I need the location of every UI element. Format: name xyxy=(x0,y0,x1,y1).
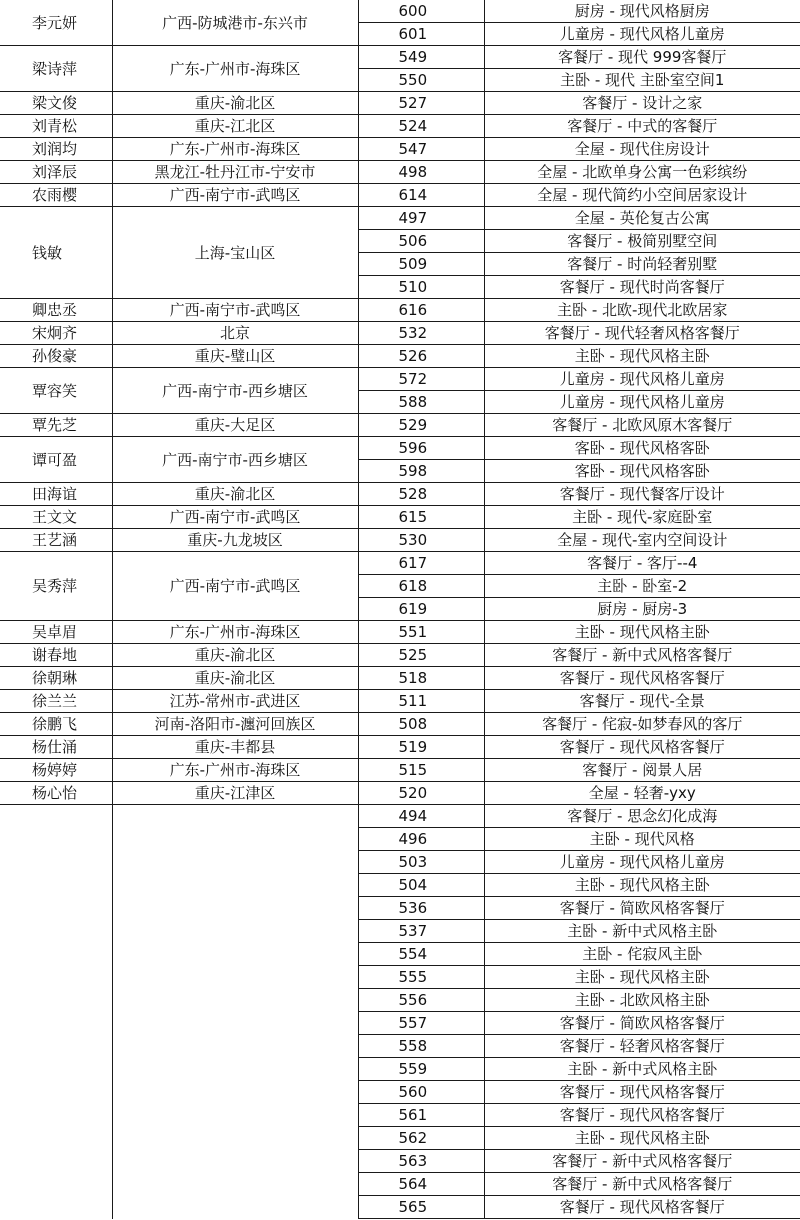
name-cell: 李元妍 xyxy=(0,0,112,46)
room-cell: 客餐厅 - 轻奢风格客餐厅 xyxy=(484,1035,800,1058)
name-cell-empty xyxy=(0,805,112,1219)
region-cell: 广西-南宁市-武鸣区 xyxy=(112,184,358,207)
room-cell: 客餐厅 - 现代轻奢风格客餐厅 xyxy=(484,322,800,345)
name-cell: 刘润均 xyxy=(0,138,112,161)
table-row xyxy=(0,115,800,138)
room-cell: 儿童房 - 现代风格儿童房 xyxy=(484,391,800,414)
name-cell: 徐兰兰 xyxy=(0,690,112,713)
region-cell: 广东-广州市-海珠区 xyxy=(112,759,358,782)
room-cell: 客餐厅 - 现代-全景 xyxy=(484,690,800,713)
table-row xyxy=(0,161,800,184)
room-cell: 主卧 - 现代风格主卧 xyxy=(484,345,800,368)
room-cell: 客餐厅 - 北欧风原木客餐厅 xyxy=(484,414,800,437)
room-cell: 全屋 - 英伦复古公寓 xyxy=(484,207,800,230)
id-cell: 515 xyxy=(358,759,484,782)
room-cell: 客餐厅 - 现代风格客餐厅 xyxy=(484,1196,800,1219)
id-cell: 510 xyxy=(358,276,484,299)
region-cell: 重庆-渝北区 xyxy=(112,667,358,690)
id-cell: 618 xyxy=(358,575,484,598)
room-cell: 客餐厅 - 客厅--4 xyxy=(484,552,800,575)
id-cell: 537 xyxy=(358,920,484,943)
table-row xyxy=(0,483,800,506)
id-cell: 559 xyxy=(358,1058,484,1081)
region-cell: 重庆-渝北区 xyxy=(112,644,358,667)
table-row xyxy=(0,299,800,322)
name-cell: 徐朝琳 xyxy=(0,667,112,690)
id-cell: 527 xyxy=(358,92,484,115)
room-cell: 客餐厅 - 思念幻化成海 xyxy=(484,805,800,828)
id-cell: 509 xyxy=(358,253,484,276)
room-cell: 客餐厅 - 中式的客餐厅 xyxy=(484,115,800,138)
table-row xyxy=(0,690,800,713)
region-cell: 重庆-璧山区 xyxy=(112,345,358,368)
table-row xyxy=(0,529,800,552)
id-cell: 601 xyxy=(358,23,484,46)
name-cell: 杨心怡 xyxy=(0,782,112,805)
name-cell: 覃容笑 xyxy=(0,368,112,414)
region-cell: 重庆-九龙坡区 xyxy=(112,529,358,552)
id-cell: 529 xyxy=(358,414,484,437)
id-cell: 556 xyxy=(358,989,484,1012)
id-cell: 563 xyxy=(358,1150,484,1173)
id-cell: 520 xyxy=(358,782,484,805)
name-cell: 谭可盈 xyxy=(0,437,112,483)
room-cell: 主卧 - 现代风格主卧 xyxy=(484,874,800,897)
name-cell: 钱敏 xyxy=(0,207,112,299)
room-cell: 客餐厅 - 极简别墅空间 xyxy=(484,230,800,253)
region-cell: 重庆-渝北区 xyxy=(112,483,358,506)
table-row xyxy=(0,759,800,782)
id-cell: 588 xyxy=(358,391,484,414)
id-cell: 524 xyxy=(358,115,484,138)
name-cell: 吴秀萍 xyxy=(0,552,112,621)
name-cell: 徐鹏飞 xyxy=(0,713,112,736)
region-cell: 广西-防城港市-东兴市 xyxy=(112,0,358,46)
region-cell: 广西-南宁市-武鸣区 xyxy=(112,506,358,529)
name-cell: 刘青松 xyxy=(0,115,112,138)
region-cell: 黑龙江-牡丹江市-宁安市 xyxy=(112,161,358,184)
id-cell: 565 xyxy=(358,1196,484,1219)
table-row xyxy=(0,184,800,207)
id-cell: 551 xyxy=(358,621,484,644)
id-cell: 557 xyxy=(358,1012,484,1035)
room-cell: 厨房 - 现代风格厨房 xyxy=(484,0,800,23)
room-cell: 全屋 - 现代住房设计 xyxy=(484,138,800,161)
room-cell: 客卧 - 现代风格客卧 xyxy=(484,437,800,460)
region-cell: 广西-南宁市-武鸣区 xyxy=(112,552,358,621)
name-cell: 宋炯齐 xyxy=(0,322,112,345)
room-cell: 全屋 - 轻奢-yxy xyxy=(484,782,800,805)
id-cell: 616 xyxy=(358,299,484,322)
region-cell: 北京 xyxy=(112,322,358,345)
name-cell: 农雨樱 xyxy=(0,184,112,207)
table-row xyxy=(0,644,800,667)
room-cell: 客餐厅 - 现代时尚客餐厅 xyxy=(484,276,800,299)
room-cell: 主卧 - 新中式风格主卧 xyxy=(484,1058,800,1081)
region-cell: 广西-南宁市-武鸣区 xyxy=(112,299,358,322)
region-cell: 重庆-渝北区 xyxy=(112,92,358,115)
room-cell: 客餐厅 - 简欧风格客餐厅 xyxy=(484,897,800,920)
region-cell: 上海-宝山区 xyxy=(112,207,358,299)
id-cell: 619 xyxy=(358,598,484,621)
name-cell: 梁诗萍 xyxy=(0,46,112,92)
name-cell: 梁文俊 xyxy=(0,92,112,115)
room-cell: 客餐厅 - 时尚轻奢别墅 xyxy=(484,253,800,276)
id-cell: 615 xyxy=(358,506,484,529)
id-cell: 494 xyxy=(358,805,484,828)
id-cell: 547 xyxy=(358,138,484,161)
room-cell: 主卧 - 北欧-现代北欧居家 xyxy=(484,299,800,322)
table-row xyxy=(0,782,800,805)
region-cell-empty xyxy=(112,805,358,1219)
id-cell: 497 xyxy=(358,207,484,230)
id-cell: 528 xyxy=(358,483,484,506)
table-row xyxy=(0,736,800,759)
table-row xyxy=(0,92,800,115)
name-cell: 王艺涵 xyxy=(0,529,112,552)
id-cell: 526 xyxy=(358,345,484,368)
region-cell: 广西-南宁市-西乡塘区 xyxy=(112,437,358,483)
id-cell: 506 xyxy=(358,230,484,253)
name-cell: 覃先芝 xyxy=(0,414,112,437)
room-cell: 主卧 - 现代风格主卧 xyxy=(484,1127,800,1150)
room-cell: 主卧 - 现代-家庭卧室 xyxy=(484,506,800,529)
room-cell: 主卧 - 新中式风格主卧 xyxy=(484,920,800,943)
id-cell: 572 xyxy=(358,368,484,391)
table-row xyxy=(0,368,800,391)
table-row xyxy=(0,506,800,529)
id-cell: 600 xyxy=(358,0,484,23)
room-cell: 客卧 - 现代风格客卧 xyxy=(484,460,800,483)
region-cell: 广东-广州市-海珠区 xyxy=(112,46,358,92)
id-cell: 598 xyxy=(358,460,484,483)
id-cell: 550 xyxy=(358,69,484,92)
room-cell: 客餐厅 - 现代 999客餐厅 xyxy=(484,46,800,69)
id-cell: 614 xyxy=(358,184,484,207)
room-cell: 客餐厅 - 新中式风格客餐厅 xyxy=(484,644,800,667)
table-row xyxy=(0,805,800,828)
name-cell: 田海谊 xyxy=(0,483,112,506)
id-cell: 519 xyxy=(358,736,484,759)
room-cell: 客餐厅 - 新中式风格客餐厅 xyxy=(484,1150,800,1173)
room-cell: 主卧 - 现代风格 xyxy=(484,828,800,851)
id-cell: 532 xyxy=(358,322,484,345)
room-cell: 客餐厅 - 新中式风格客餐厅 xyxy=(484,1173,800,1196)
id-cell: 508 xyxy=(358,713,484,736)
id-cell: 558 xyxy=(358,1035,484,1058)
room-cell: 客餐厅 - 现代风格客餐厅 xyxy=(484,1081,800,1104)
room-cell: 主卧 - 现代风格主卧 xyxy=(484,966,800,989)
name-cell: 刘泽辰 xyxy=(0,161,112,184)
room-cell: 客餐厅 - 现代风格客餐厅 xyxy=(484,667,800,690)
id-cell: 496 xyxy=(358,828,484,851)
room-cell: 主卧 - 现代风格主卧 xyxy=(484,621,800,644)
room-cell: 主卧 - 卧室-2 xyxy=(484,575,800,598)
room-cell: 儿童房 - 现代风格儿童房 xyxy=(484,368,800,391)
region-cell: 广东-广州市-海珠区 xyxy=(112,138,358,161)
id-cell: 562 xyxy=(358,1127,484,1150)
table-row xyxy=(0,345,800,368)
room-cell: 全屋 - 北欧单身公寓一色彩缤纷 xyxy=(484,161,800,184)
room-cell: 儿童房 - 现代风格儿童房 xyxy=(484,851,800,874)
id-cell: 555 xyxy=(358,966,484,989)
region-cell: 河南-洛阳市-瀍河回族区 xyxy=(112,713,358,736)
room-cell: 主卧 - 北欧风格主卧 xyxy=(484,989,800,1012)
id-cell: 503 xyxy=(358,851,484,874)
id-cell: 617 xyxy=(358,552,484,575)
room-cell: 客餐厅 - 现代风格客餐厅 xyxy=(484,736,800,759)
id-cell: 511 xyxy=(358,690,484,713)
name-cell: 卿忠丞 xyxy=(0,299,112,322)
region-cell: 重庆-江北区 xyxy=(112,115,358,138)
room-cell: 全屋 - 现代-室内空间设计 xyxy=(484,529,800,552)
room-cell: 儿童房 - 现代风格儿童房 xyxy=(484,23,800,46)
name-cell: 王文文 xyxy=(0,506,112,529)
table-row xyxy=(0,414,800,437)
id-cell: 536 xyxy=(358,897,484,920)
region-cell: 重庆-大足区 xyxy=(112,414,358,437)
room-cell: 全屋 - 现代简约小空间居家设计 xyxy=(484,184,800,207)
id-cell: 498 xyxy=(358,161,484,184)
region-cell: 重庆-丰都县 xyxy=(112,736,358,759)
table-row xyxy=(0,322,800,345)
region-cell: 江苏-常州市-武进区 xyxy=(112,690,358,713)
id-cell: 504 xyxy=(358,874,484,897)
id-cell: 530 xyxy=(358,529,484,552)
room-cell: 主卧 - 侘寂风主卧 xyxy=(484,943,800,966)
id-cell: 596 xyxy=(358,437,484,460)
id-cell: 561 xyxy=(358,1104,484,1127)
name-cell: 杨仕涌 xyxy=(0,736,112,759)
room-cell: 主卧 - 现代 主卧室空间1 xyxy=(484,69,800,92)
room-cell: 厨房 - 厨房-3 xyxy=(484,598,800,621)
table-row xyxy=(0,621,800,644)
room-cell: 客餐厅 - 设计之家 xyxy=(484,92,800,115)
room-cell: 客餐厅 - 简欧风格客餐厅 xyxy=(484,1012,800,1035)
name-cell: 谢春地 xyxy=(0,644,112,667)
table-row xyxy=(0,713,800,736)
room-cell: 客餐厅 - 现代风格客餐厅 xyxy=(484,1104,800,1127)
table-row xyxy=(0,0,800,23)
region-cell: 重庆-江津区 xyxy=(112,782,358,805)
region-cell: 广东-广州市-海珠区 xyxy=(112,621,358,644)
name-cell: 吴卓眉 xyxy=(0,621,112,644)
room-cell: 客餐厅 - 侘寂-如梦春风的客厅 xyxy=(484,713,800,736)
table-row xyxy=(0,207,800,230)
id-cell: 554 xyxy=(358,943,484,966)
region-cell: 广西-南宁市-西乡塘区 xyxy=(112,368,358,414)
id-cell: 549 xyxy=(358,46,484,69)
table-row xyxy=(0,437,800,460)
room-cell: 客餐厅 - 现代餐客厅设计 xyxy=(484,483,800,506)
id-cell: 525 xyxy=(358,644,484,667)
table-row xyxy=(0,552,800,575)
table-row xyxy=(0,667,800,690)
table-row xyxy=(0,138,800,161)
name-cell: 孙俊豪 xyxy=(0,345,112,368)
id-cell: 518 xyxy=(358,667,484,690)
table-row xyxy=(0,46,800,69)
id-cell: 560 xyxy=(358,1081,484,1104)
id-cell: 564 xyxy=(358,1173,484,1196)
room-cell: 客餐厅 - 阅景人居 xyxy=(484,759,800,782)
name-cell: 杨婷婷 xyxy=(0,759,112,782)
